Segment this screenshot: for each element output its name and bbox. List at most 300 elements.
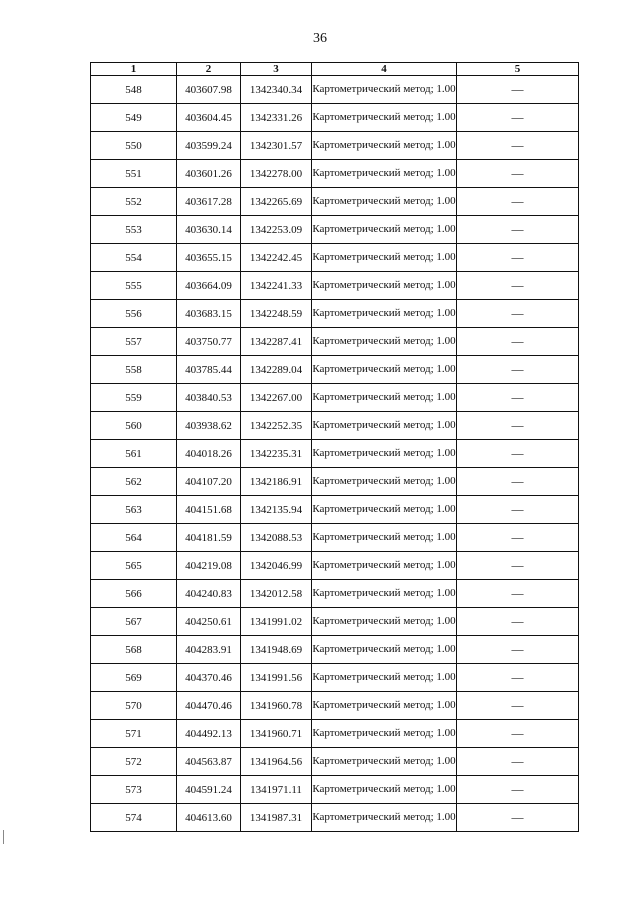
y-coordinate-cell [241,384,312,412]
y-coordinate-text: 1341960.78 [249,699,303,712]
method-cell [312,76,457,104]
x-coordinate-cell [177,76,241,104]
scan-edge-mark [3,830,4,844]
table-row [91,132,579,160]
method-cell [312,440,457,468]
method-text: Картометрический метод; 1.00 [312,111,456,123]
method-cell [312,272,457,300]
note-text: — [511,670,524,684]
table-row [91,468,579,496]
point-number-cell [91,552,177,580]
point-number-text: 550 [125,139,142,152]
y-coordinate-cell [241,636,312,664]
note-cell [457,104,579,132]
y-coordinate-text: 1342331.26 [249,111,303,124]
note-text: — [511,810,524,824]
y-coordinate-cell [241,664,312,692]
point-number-cell [91,440,177,468]
point-number-cell [91,272,177,300]
method-text: Картометрический метод; 1.00 [312,699,456,711]
point-number-cell [91,580,177,608]
page-number: 36 [313,31,327,46]
point-number-cell [91,216,177,244]
table-header [91,63,579,76]
note-text: — [511,726,524,740]
method-text: Картометрический метод; 1.00 [312,139,456,151]
point-number-text: 549 [125,111,142,124]
x-coordinate-cell [177,524,241,552]
table-row [91,440,579,468]
point-number-cell [91,748,177,776]
x-coordinate-text: 403607.98 [185,83,232,96]
method-text: Картометрический метод; 1.00 [312,643,456,655]
method-text: Картометрический метод; 1.00 [312,167,456,179]
y-coordinate-text: 1341964.56 [249,755,303,768]
y-coordinate-text: 1342235.31 [249,447,303,460]
table-row [91,412,579,440]
point-number-cell [91,720,177,748]
method-text: Картометрический метод; 1.00 [312,83,456,95]
table-body [91,76,579,832]
y-coordinate-cell [241,608,312,636]
point-number-cell [91,636,177,664]
x-coordinate-text: 404250.61 [185,615,232,628]
table-row [91,496,579,524]
note-text: — [511,418,524,432]
x-coordinate-cell [177,440,241,468]
note-text: — [511,306,524,320]
x-coordinate-cell [177,552,241,580]
note-cell [457,160,579,188]
header-col-3: 3 [241,63,312,76]
point-number-cell [91,188,177,216]
x-coordinate-cell [177,580,241,608]
note-cell [457,608,579,636]
method-cell [312,356,457,384]
note-text: — [511,278,524,292]
method-cell [312,524,457,552]
point-number-text: 558 [125,363,142,376]
y-coordinate-text: 1342186.91 [249,475,303,488]
point-number-text: 559 [125,391,142,404]
note-text: — [511,138,524,152]
method-text: Картометрический метод; 1.00 [312,615,456,627]
y-coordinate-text: 1342340.34 [249,83,303,96]
note-cell [457,188,579,216]
y-coordinate-text: 1341971.11 [250,783,302,796]
method-cell [312,720,457,748]
method-cell [312,776,457,804]
method-text: Картометрический метод; 1.00 [312,391,456,403]
table-row [91,664,579,692]
method-cell [312,216,457,244]
note-text: — [511,194,524,208]
y-coordinate-text: 1342135.94 [249,503,303,516]
method-text: Картометрический метод; 1.00 [312,783,456,795]
point-number-text: 572 [125,755,142,768]
point-number-cell [91,496,177,524]
method-text: Картометрический метод; 1.00 [312,727,456,739]
table-row [91,524,579,552]
x-coordinate-cell [177,748,241,776]
y-coordinate-cell [241,216,312,244]
method-text: Картометрический метод; 1.00 [312,503,456,515]
point-number-text: 548 [125,83,142,96]
method-text: Картометрический метод; 1.00 [312,279,456,291]
y-coordinate-cell [241,440,312,468]
method-cell [312,244,457,272]
point-number-text: 552 [125,195,142,208]
note-cell [457,496,579,524]
method-cell [312,804,457,832]
point-number-cell [91,356,177,384]
note-cell [457,468,579,496]
y-coordinate-text: 1342046.99 [249,559,303,572]
table-row [91,76,579,104]
y-coordinate-cell [241,804,312,832]
y-coordinate-cell [241,552,312,580]
note-text: — [511,390,524,404]
note-text: — [511,586,524,600]
x-coordinate-text: 403617.28 [185,195,232,208]
table-row [91,384,579,412]
point-number-text: 574 [125,811,142,824]
method-cell [312,692,457,720]
y-coordinate-text: 1342248.59 [249,307,303,320]
point-number-cell [91,776,177,804]
y-coordinate-cell [241,104,312,132]
point-number-text: 562 [125,475,142,488]
note-cell [457,664,579,692]
method-text: Картометрический метод; 1.00 [312,587,456,599]
x-coordinate-text: 404563.87 [185,755,232,768]
point-number-text: 565 [125,559,142,572]
note-text: — [511,446,524,460]
point-number-cell [91,384,177,412]
x-coordinate-text: 403601.26 [185,167,232,180]
x-coordinate-text: 403840.53 [185,391,232,404]
y-coordinate-cell [241,188,312,216]
note-cell [457,524,579,552]
method-cell [312,104,457,132]
table-row [91,356,579,384]
note-text: — [511,362,524,376]
note-cell [457,300,579,328]
x-coordinate-text: 404470.46 [185,699,232,712]
method-text: Картометрический метод; 1.00 [312,671,456,683]
x-coordinate-text: 404181.59 [185,531,232,544]
point-number-text: 570 [125,699,142,712]
x-coordinate-text: 404240.83 [185,587,232,600]
method-text: Картометрический метод; 1.00 [312,223,456,235]
x-coordinate-text: 403938.62 [185,419,232,432]
method-text: Картометрический метод; 1.00 [312,475,456,487]
header-col-1: 1 [91,63,177,76]
note-text: — [511,614,524,628]
point-number-text: 566 [125,587,142,600]
table-row [91,160,579,188]
x-coordinate-cell [177,300,241,328]
note-cell [457,244,579,272]
method-cell [312,188,457,216]
y-coordinate-cell [241,328,312,356]
point-number-cell [91,468,177,496]
x-coordinate-cell [177,244,241,272]
method-cell [312,384,457,412]
y-coordinate-cell [241,76,312,104]
point-number-cell [91,692,177,720]
y-coordinate-text: 1342278.00 [249,167,303,180]
note-text: — [511,110,524,124]
note-text: — [511,782,524,796]
note-text: — [511,474,524,488]
y-coordinate-cell [241,272,312,300]
point-number-cell [91,524,177,552]
x-coordinate-text: 403604.45 [185,111,232,124]
point-number-cell [91,300,177,328]
table-row [91,580,579,608]
x-coordinate-text: 404613.60 [185,811,232,824]
x-coordinate-text: 404283.91 [185,643,232,656]
table-row [91,608,579,636]
note-text: — [511,754,524,768]
note-cell [457,356,579,384]
point-number-text: 571 [125,727,142,740]
method-cell [312,160,457,188]
method-cell [312,468,457,496]
note-cell [457,748,579,776]
x-coordinate-text: 403664.09 [185,279,232,292]
point-number-text: 555 [125,279,142,292]
x-coordinate-cell [177,496,241,524]
method-text: Картометрический метод; 1.00 [312,251,456,263]
coordinates-table [90,62,579,832]
method-cell [312,636,457,664]
point-number-text: 560 [125,419,142,432]
x-coordinate-cell [177,104,241,132]
point-number-text: 569 [125,671,142,684]
y-coordinate-text: 1342301.57 [249,139,303,152]
point-number-text: 551 [125,167,142,180]
point-number-text: 556 [125,307,142,320]
x-coordinate-cell [177,720,241,748]
y-coordinate-text: 1342242.45 [249,251,303,264]
method-cell [312,412,457,440]
method-cell [312,496,457,524]
y-coordinate-text: 1341991.56 [249,671,303,684]
point-number-cell [91,244,177,272]
table-row [91,804,579,832]
y-coordinate-text: 1342012.58 [249,587,303,600]
x-coordinate-cell [177,160,241,188]
method-cell [312,580,457,608]
y-coordinate-cell [241,748,312,776]
y-coordinate-cell [241,412,312,440]
note-cell [457,776,579,804]
table-row [91,272,579,300]
x-coordinate-text: 403683.15 [185,307,232,320]
method-cell [312,664,457,692]
x-coordinate-cell [177,664,241,692]
note-text: — [511,166,524,180]
y-coordinate-cell [241,692,312,720]
table-row [91,188,579,216]
x-coordinate-cell [177,412,241,440]
note-cell [457,720,579,748]
x-coordinate-text: 404018.26 [185,447,232,460]
x-coordinate-cell [177,328,241,356]
note-text: — [511,250,524,264]
y-coordinate-cell [241,524,312,552]
note-cell [457,552,579,580]
y-coordinate-text: 1342241.33 [249,279,303,292]
y-coordinate-text: 1341991.02 [249,615,303,628]
x-coordinate-text: 404151.68 [185,503,232,516]
point-number-text: 568 [125,643,142,656]
point-number-cell [91,160,177,188]
note-cell [457,692,579,720]
x-coordinate-cell [177,636,241,664]
note-text: — [511,642,524,656]
x-coordinate-cell [177,216,241,244]
note-text: — [511,698,524,712]
y-coordinate-text: 1342253.09 [249,223,303,236]
note-text: — [511,334,524,348]
x-coordinate-cell [177,804,241,832]
method-text: Картометрический метод; 1.00 [312,363,456,375]
header-col-4: 4 [312,63,457,76]
note-text: — [511,222,524,236]
x-coordinate-text: 404219.08 [185,559,232,572]
note-text: — [511,530,524,544]
y-coordinate-cell [241,720,312,748]
table-row [91,692,579,720]
point-number-cell [91,608,177,636]
x-coordinate-cell [177,468,241,496]
y-coordinate-cell [241,160,312,188]
point-number-text: 554 [125,251,142,264]
method-text: Картометрический метод; 1.00 [312,559,456,571]
note-cell [457,580,579,608]
x-coordinate-cell [177,692,241,720]
table-row [91,776,579,804]
method-cell [312,748,457,776]
x-coordinate-text: 403785.44 [185,363,232,376]
y-coordinate-cell [241,496,312,524]
point-number-cell [91,804,177,832]
point-number-text: 567 [125,615,142,628]
y-coordinate-text: 1341987.31 [249,811,303,824]
y-coordinate-cell [241,244,312,272]
note-cell [457,804,579,832]
y-coordinate-text: 1342088.53 [249,531,303,544]
note-cell [457,132,579,160]
table-row [91,720,579,748]
point-number-cell [91,104,177,132]
table-row [91,216,579,244]
y-coordinate-text: 1342252.35 [249,419,303,432]
y-coordinate-cell [241,468,312,496]
point-number-text: 557 [125,335,142,348]
x-coordinate-text: 403599.24 [185,139,232,152]
note-cell [457,636,579,664]
x-coordinate-cell [177,384,241,412]
x-coordinate-cell [177,132,241,160]
header-col-2: 2 [177,63,241,76]
table-row [91,636,579,664]
header-col-5: 5 [457,63,579,76]
note-text: — [511,502,524,516]
x-coordinate-text: 403630.14 [185,223,232,236]
y-coordinate-cell [241,580,312,608]
method-cell [312,300,457,328]
x-coordinate-cell [177,188,241,216]
x-coordinate-cell [177,776,241,804]
x-coordinate-text: 404492.13 [185,727,232,740]
y-coordinate-text: 1341948.69 [249,643,303,656]
x-coordinate-text: 404370.46 [185,671,232,684]
point-number-cell [91,132,177,160]
y-coordinate-text: 1341960.71 [249,727,303,740]
note-text: — [511,558,524,572]
y-coordinate-text: 1342265.69 [249,195,303,208]
x-coordinate-cell [177,272,241,300]
point-number-text: 553 [125,223,142,236]
method-cell [312,552,457,580]
point-number-cell [91,664,177,692]
note-cell [457,272,579,300]
method-text: Картометрический метод; 1.00 [312,335,456,347]
note-cell [457,328,579,356]
note-cell [457,412,579,440]
note-cell [457,440,579,468]
table-row [91,104,579,132]
y-coordinate-cell [241,776,312,804]
note-cell [457,216,579,244]
method-text: Картометрический метод; 1.00 [312,447,456,459]
point-number-cell [91,328,177,356]
method-cell [312,608,457,636]
note-text: — [511,82,524,96]
table-row [91,552,579,580]
point-number-text: 561 [125,447,142,460]
table-row [91,244,579,272]
method-text: Картометрический метод; 1.00 [312,755,456,767]
point-number-text: 563 [125,503,142,516]
table-row [91,748,579,776]
method-text: Картометрический метод; 1.00 [312,419,456,431]
x-coordinate-cell [177,608,241,636]
y-coordinate-text: 1342289.04 [249,363,303,376]
method-text: Картометрический метод; 1.00 [312,307,456,319]
note-cell [457,76,579,104]
x-coordinate-text: 403655.15 [185,251,232,264]
x-coordinate-text: 404591.24 [185,783,232,796]
point-number-cell [91,76,177,104]
y-coordinate-cell [241,300,312,328]
method-cell [312,328,457,356]
table-row [91,300,579,328]
header-row [91,63,579,76]
y-coordinate-text: 1342287.41 [249,335,303,348]
method-text: Картометрический метод; 1.00 [312,531,456,543]
point-number-text: 573 [125,783,142,796]
method-text: Картометрический метод; 1.00 [312,811,456,823]
point-number-cell [91,412,177,440]
method-text: Картометрический метод; 1.00 [312,195,456,207]
x-coordinate-text: 403750.77 [185,335,232,348]
y-coordinate-text: 1342267.00 [249,391,303,404]
